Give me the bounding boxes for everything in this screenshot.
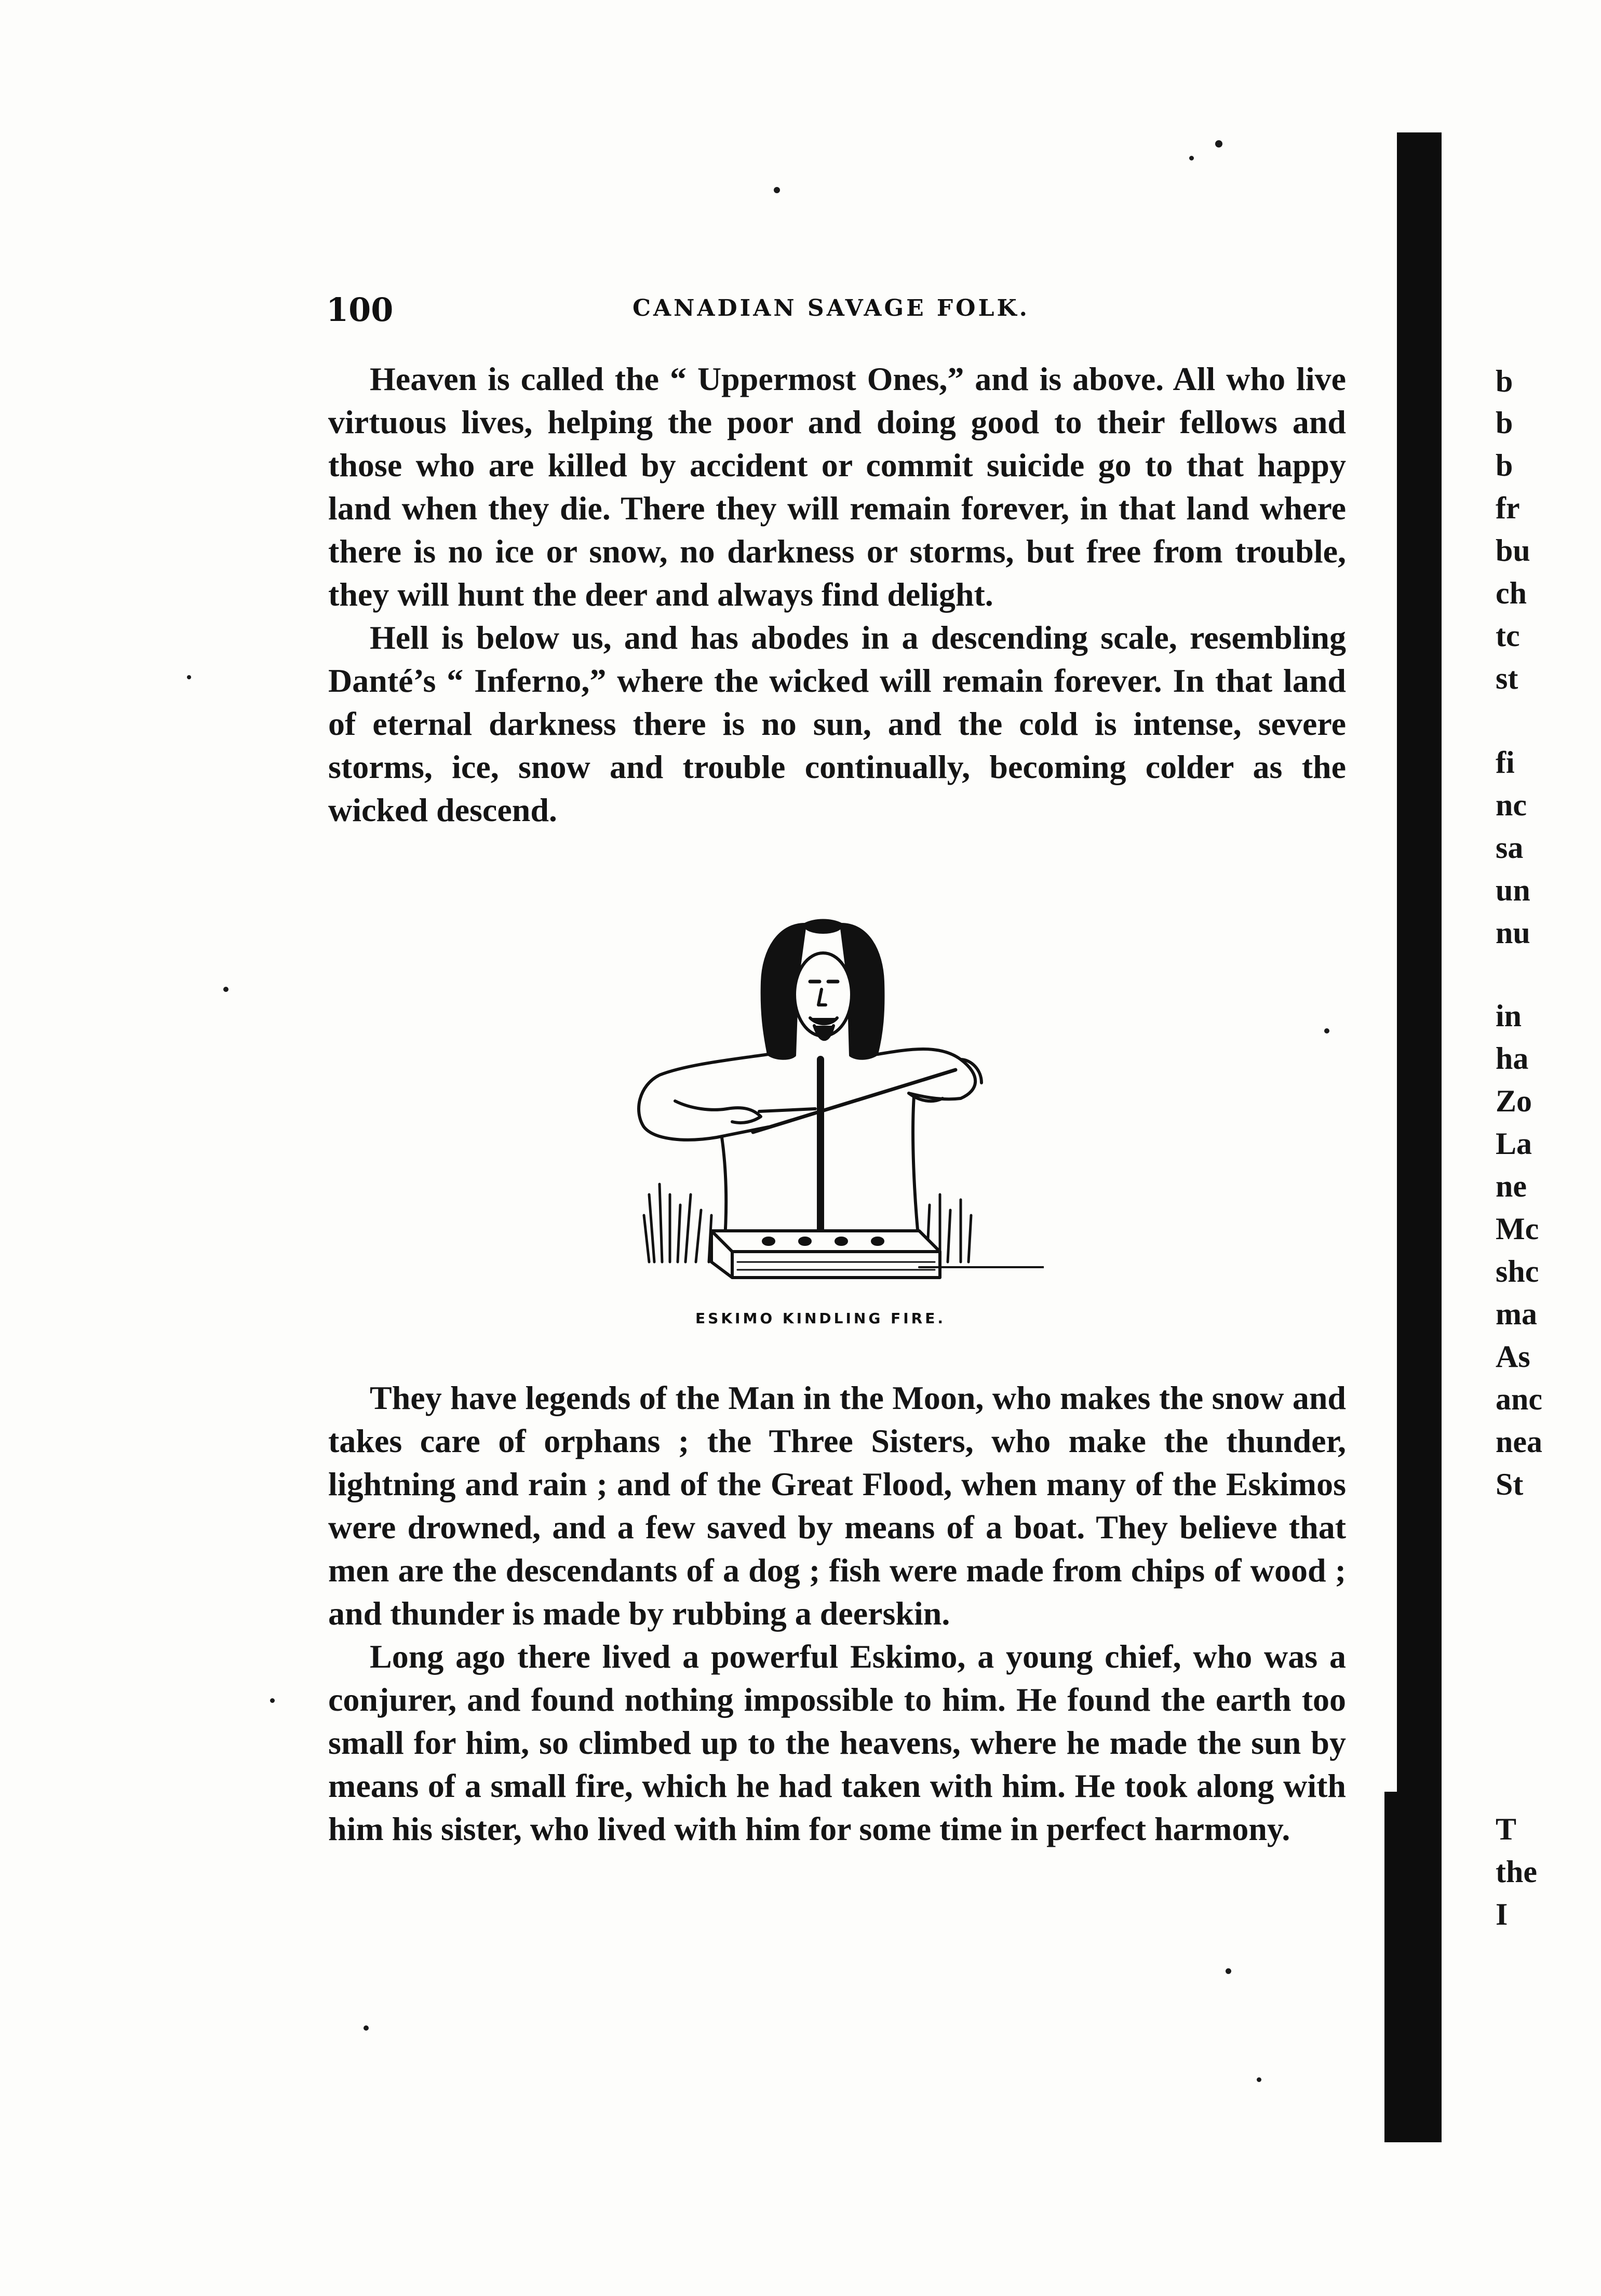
illustration-eskimo-kindling-fire — [597, 904, 1044, 1327]
facing-fragment: ch — [1496, 576, 1527, 610]
scan-speck — [774, 187, 780, 193]
figure-caption: ESKIMO KINDLING FIRE. — [695, 1310, 946, 1327]
facing-fragment: anc — [1496, 1382, 1542, 1416]
facing-fragment: Mc — [1496, 1212, 1539, 1246]
facing-page-fragments — [1496, 0, 1599, 2296]
facing-fragment: nu — [1496, 916, 1530, 950]
paragraph-hell: Hell is below us, and has abodes in a descending scale, resembling Danté’s “ Inferno,” where the wicked will remain forever. In that land of eternal darkness there is no sun, and the cold is intense, severe storms, ice, snow and trouble continually, becoming colder as the wicked descend. — [328, 619, 1346, 828]
paragraph-heaven: Heaven is called the “ Uppermost Ones,” and is above. All who live virtuous lives, helping the poor and doing good to their fellows and those who are killed by accident or commit suicide go to that happy land when they die. There they will remain forever, in that land where there is no ice or snow, no darkness or storms, but free from trouble, they will hunt the deer and always find delight. — [328, 360, 1346, 613]
scan-speck — [187, 675, 191, 679]
facing-fragment: b — [1496, 448, 1513, 482]
scan-speck — [1226, 1968, 1231, 1974]
scan-speck — [1189, 156, 1194, 160]
facing-fragment: nc — [1496, 788, 1527, 822]
facing-fragment: b — [1496, 406, 1513, 440]
facing-fragment: fr — [1496, 491, 1520, 525]
facing-fragment: sa — [1496, 830, 1524, 865]
facing-fragment: St — [1496, 1467, 1524, 1501]
facing-fragment: T — [1496, 1812, 1517, 1846]
gutter-shadow-lower — [1384, 1792, 1405, 2142]
facing-fragment: st — [1496, 661, 1518, 695]
facing-fragment: Zo — [1496, 1084, 1532, 1118]
eskimo-figure-drawing — [597, 904, 1044, 1298]
facing-fragment: shc — [1496, 1254, 1539, 1288]
paragraph-legends: They have legends of the Man in the Moon, who makes the snow and takes care of orphans ; the Three Sisters, who make the thunder, lightning and rain ; and of the Great Flood, when many of the Eskimos were drowned, and a few saved by means of a boat. They believe that men are the descendants of a dog ; fish were made from chips of wood ; and thunder is made by rubbing a deerskin. — [328, 1379, 1346, 1632]
text-block-lower — [328, 1376, 1346, 1850]
facing-fragment: fi — [1496, 745, 1515, 780]
facing-fragment: the — [1496, 1855, 1537, 1889]
facing-fragment: La — [1496, 1126, 1532, 1161]
facing-fragment: in — [1496, 999, 1522, 1033]
scan-speck — [1324, 1028, 1329, 1033]
facing-fragment: I — [1496, 1897, 1508, 1931]
page-number: 100 — [326, 291, 394, 329]
paragraph-young-chief: Long ago there lived a powerful Eskimo, a young chief, who was a conjurer, and found nothing impossible to him. He found the earth too small for him, so climbed up to the heavens, where he made the sun by means of a small fire, which he had taken with him. He took along with him his sister, who lived with him for some time in perfect harmony. — [328, 1638, 1346, 1847]
running-head — [326, 291, 1344, 327]
scan-speck — [364, 2025, 369, 2031]
scan-speck — [270, 1698, 275, 1703]
facing-fragment: tc — [1496, 619, 1520, 653]
facing-fragment: As — [1496, 1339, 1530, 1374]
text-block-upper — [328, 357, 1346, 831]
facing-fragment: ne — [1496, 1169, 1527, 1203]
facing-fragment: ha — [1496, 1041, 1529, 1076]
running-head-title: CANADIAN SAVAGE FOLK. — [633, 295, 1030, 321]
scan-speck — [1257, 2077, 1261, 2082]
facing-fragment: ma — [1496, 1297, 1537, 1331]
facing-fragment: nea — [1496, 1425, 1542, 1459]
facing-fragment: bu — [1496, 533, 1530, 568]
facing-fragment: b — [1496, 364, 1513, 398]
facing-fragment: un — [1496, 873, 1530, 907]
scan-speck — [1215, 140, 1222, 147]
scan-speck — [223, 987, 228, 992]
